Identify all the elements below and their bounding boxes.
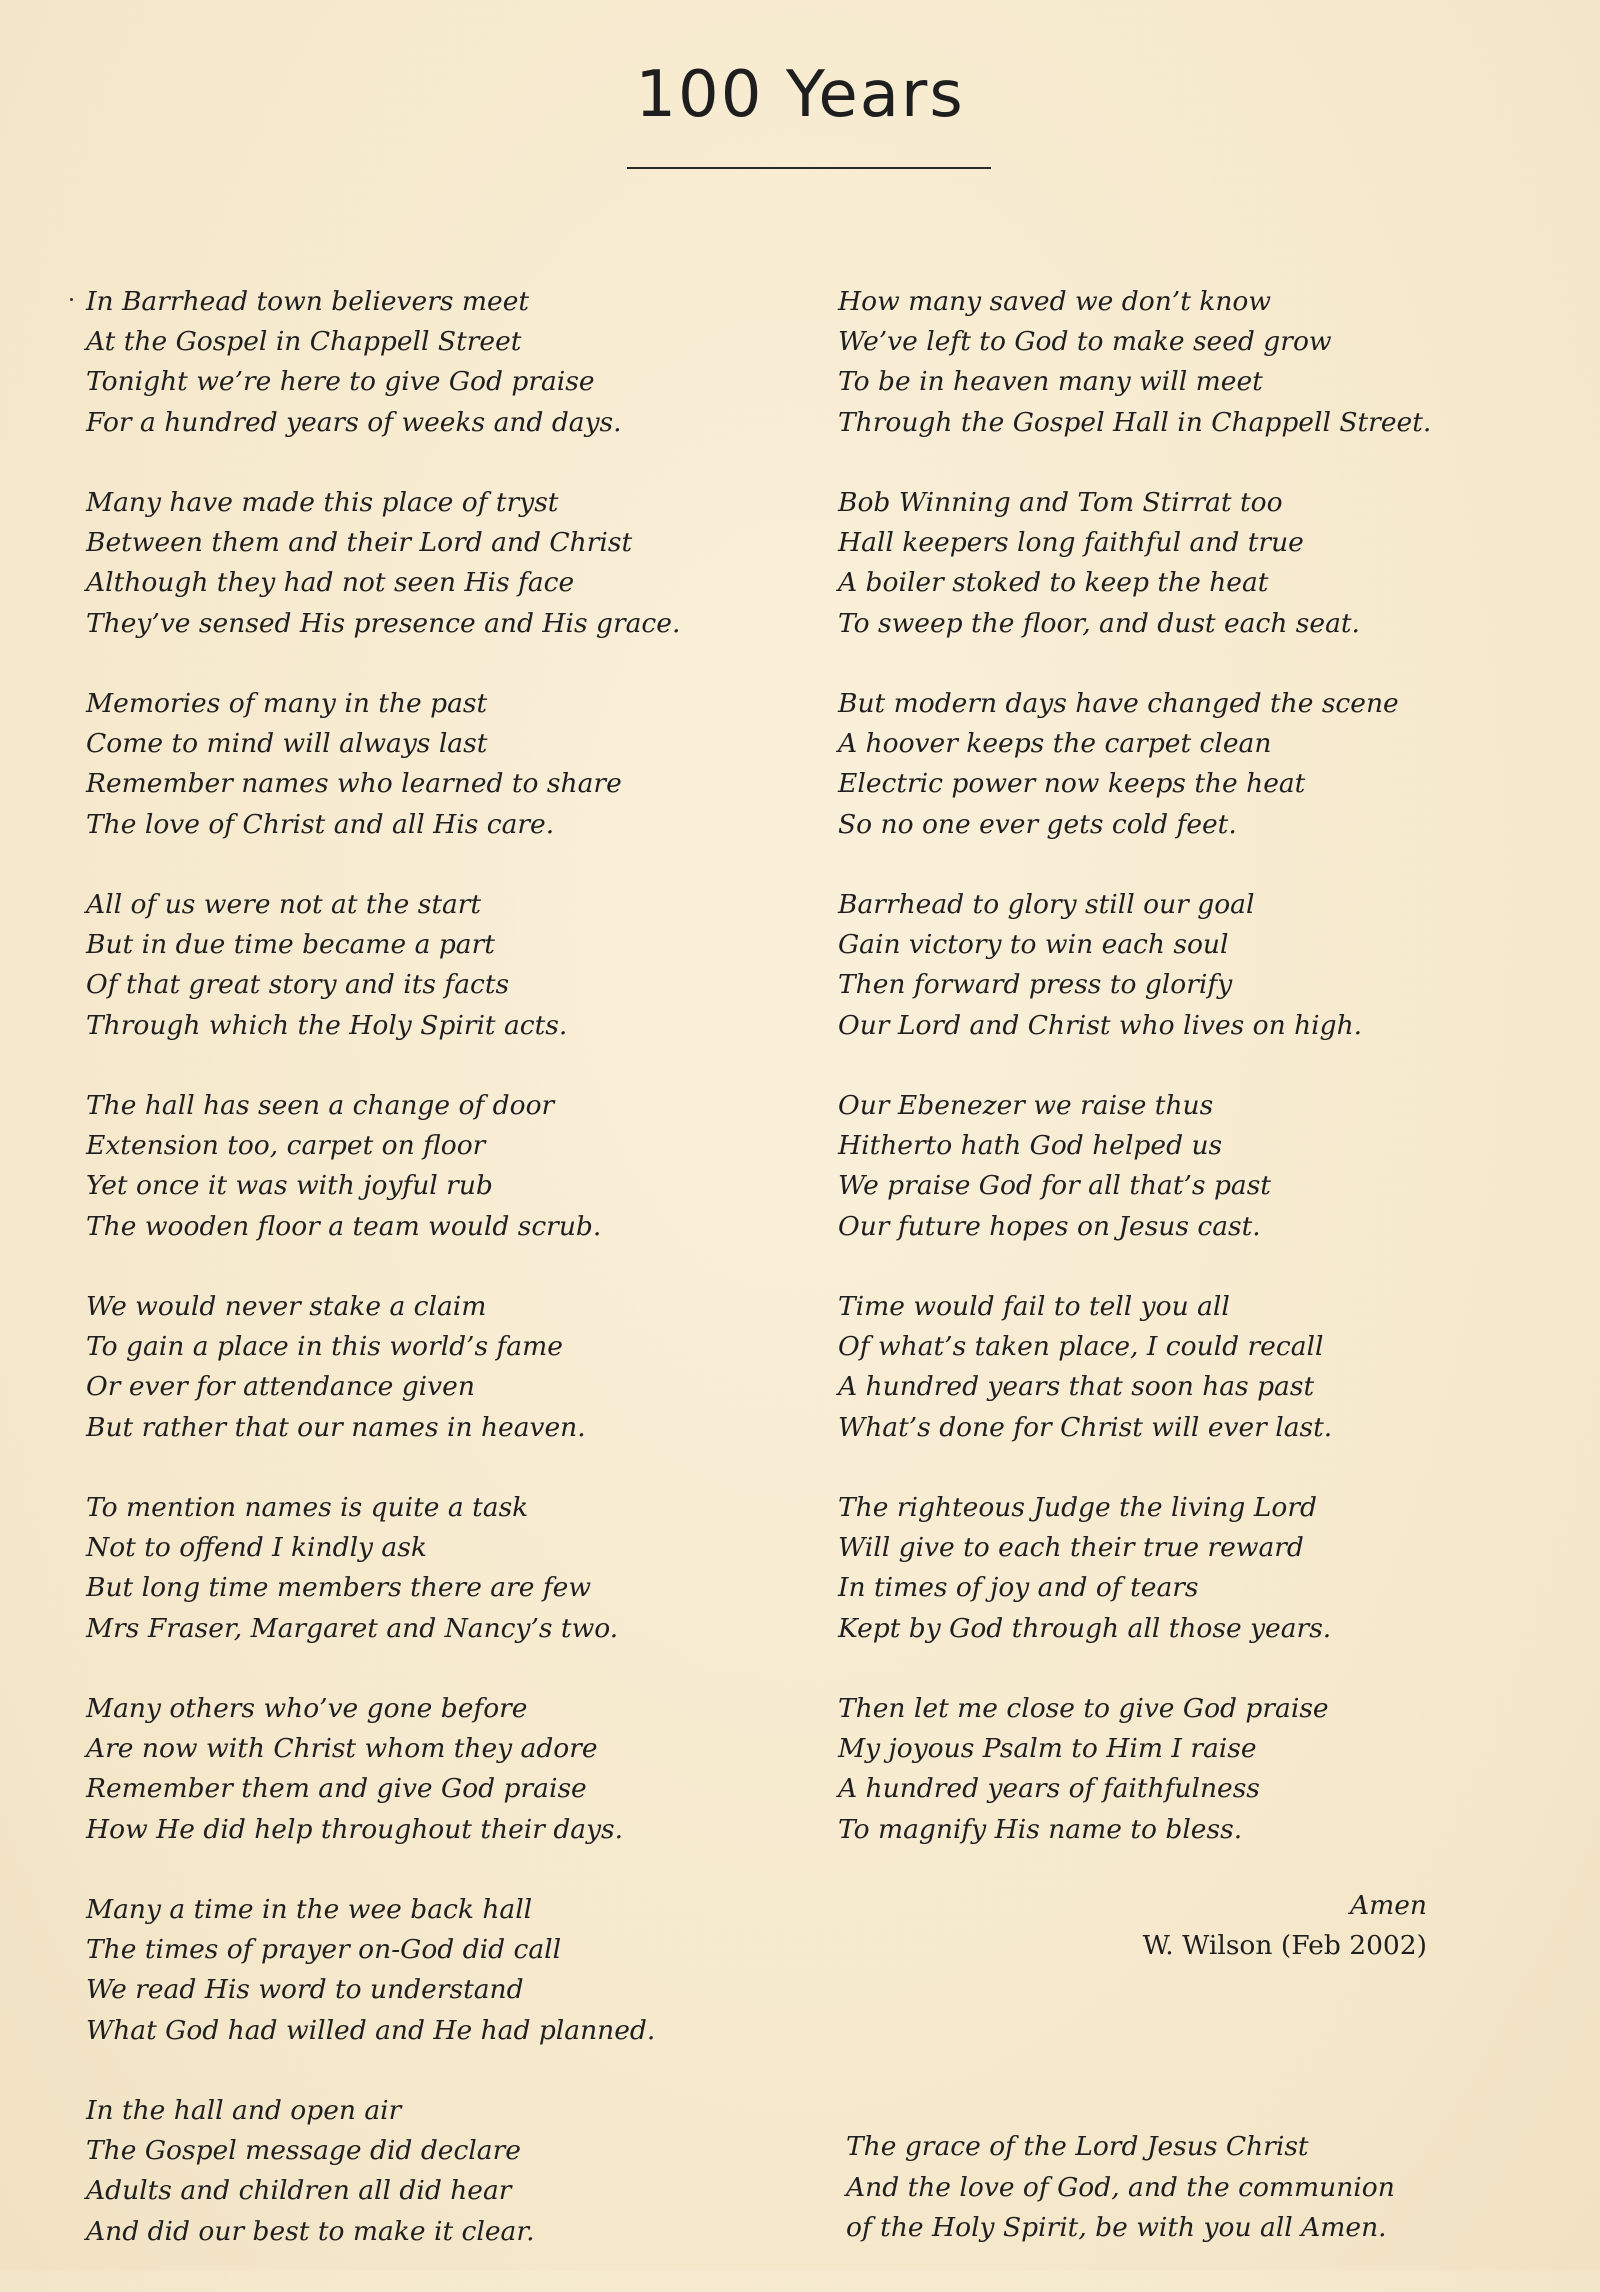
- poem-line: Our future hopes on Jesus cast.: [838, 1210, 1261, 1242]
- poem-line: Many have made this place of tryst: [86, 487, 559, 518]
- poem-line: How He did help throughout their days.: [86, 1813, 624, 1845]
- stanza: [838, 1488, 1438, 1649]
- author-credit: W. Wilson (Feb 2002): [1142, 1930, 1427, 1961]
- poem-line: Hitherto hath God helped us: [838, 1130, 1223, 1162]
- poem-line: Not to offend I kindly ask: [86, 1532, 427, 1564]
- stanza: [86, 1086, 776, 1247]
- poem-line: How many saved we don’t know: [838, 286, 1272, 317]
- poem-line: Many a time in the wee back hall: [86, 1894, 533, 1925]
- poem-line: Tonight we’re here to give God praise: [86, 366, 595, 398]
- poem-line: We’ve left to God to make seed grow: [838, 326, 1332, 358]
- stanza: [838, 1287, 1438, 1448]
- left-column: [86, 282, 776, 2292]
- poem-line: Our Ebenezer we raise thus: [838, 1090, 1214, 1121]
- signature: [1143, 1886, 1427, 1966]
- poem-line: And did our best to make it clear.: [86, 2215, 535, 2247]
- poem-line: What’s done for Christ will ever last.: [838, 1411, 1333, 1443]
- poem-line: Then forward press to glorify: [838, 969, 1233, 1001]
- poem-line: What God had willed and He had planned.: [86, 2014, 656, 2046]
- right-column: [838, 282, 1438, 1890]
- title-underline: [627, 167, 991, 169]
- poem-line: Barrhead to glory still our goal: [838, 889, 1255, 920]
- poem-line: A boiler stoked to keep the heat: [838, 567, 1269, 599]
- poem-line: Remember names who learned to share: [86, 768, 622, 800]
- poem-line: To magnify His name to bless.: [838, 1813, 1243, 1845]
- poem-line: Of that great story and its facts: [86, 969, 510, 1001]
- poem-line: To gain a place in this world’s fame: [86, 1331, 563, 1363]
- poem-line: In Barrhead town believers meet: [86, 286, 530, 317]
- poem-line: Hall keepers long faithful and true: [838, 527, 1304, 559]
- poem-line: Gain victory to win each soul: [838, 929, 1229, 961]
- stanza: [838, 282, 1438, 443]
- closing-blessing: [846, 2127, 1395, 2249]
- poem-line: But modern days have changed the scene: [838, 688, 1399, 719]
- poem-line: So no one ever gets cold feet.: [838, 808, 1237, 840]
- stanza: [86, 483, 776, 644]
- poem-line: We praise God for all that’s past: [838, 1170, 1271, 1202]
- poem-line: Kept by God through all those years.: [838, 1612, 1332, 1644]
- poem-line: At the Gospel in Chappell Street: [86, 326, 522, 358]
- poem-line: The Gospel message did declare: [86, 2135, 521, 2167]
- poem-line: Between them and their Lord and Christ: [86, 527, 633, 559]
- poem-line: Many others who’ve gone before: [86, 1693, 528, 1724]
- poem-line: We read His word to understand: [86, 1974, 524, 2006]
- poem-line: A hundred years of faithfulness: [838, 1773, 1260, 1805]
- stanza: [86, 885, 776, 1046]
- stanza: [86, 1488, 776, 1649]
- poem-line: But in due time became a part: [86, 929, 495, 961]
- poem-line: All of us were not at the start: [86, 889, 482, 920]
- poem-line: To mention names is quite a task: [86, 1492, 529, 1523]
- stanza: [838, 885, 1438, 1046]
- stanza: [838, 1086, 1438, 1247]
- poem-line: Extension too, carpet on floor: [86, 1130, 486, 1162]
- poem-line: Bob Winning and Tom Stirrat too: [838, 487, 1283, 518]
- poem-line: For a hundred years of weeks and days.: [86, 406, 622, 438]
- poem-line: My joyous Psalm to Him I raise: [838, 1733, 1257, 1765]
- poem-line: The hall has seen a change of door: [86, 1090, 555, 1121]
- poem-line: A hundred years that soon has past: [838, 1371, 1315, 1403]
- poem-line: In times of joy and of tears: [838, 1572, 1199, 1604]
- poem-line: Or ever for attendance given: [86, 1371, 475, 1403]
- poem-line: But rather that our names in heaven.: [86, 1411, 586, 1443]
- poem-line: Yet once it was with joyful rub: [86, 1170, 493, 1202]
- stray-mark: [70, 298, 73, 301]
- poem-line: To be in heaven many will meet: [838, 366, 1263, 398]
- poem-line: Electric power now keeps the heat: [838, 768, 1306, 800]
- poem-line: Then let me close to give God praise: [838, 1693, 1329, 1724]
- stanza: [86, 2091, 776, 2252]
- stanza: [86, 282, 776, 443]
- blessing-line: The grace of the Lord Jesus Christ: [846, 2131, 1309, 2162]
- poem-line: They’ve sensed His presence and His grace.: [86, 607, 681, 639]
- poem-line: A hoover keeps the carpet clean: [838, 728, 1272, 760]
- poem-line: We would never stake a claim: [86, 1291, 487, 1322]
- poem-line: Come to mind will always last: [86, 728, 488, 760]
- stanza: [86, 1689, 776, 1850]
- blessing-line: of the Holy Spirit, be with you all Amen.: [846, 2212, 1387, 2243]
- poem-line: Although they had not seen His face: [86, 567, 575, 599]
- poem-line: Mrs Fraser, Margaret and Nancy’s two.: [86, 1612, 619, 1644]
- poem-line: Through the Gospel Hall in Chappell Street.: [838, 406, 1432, 438]
- poem-line: The wooden floor a team would scrub.: [86, 1210, 602, 1242]
- poem-line: Of what’s taken place, I could recall: [838, 1331, 1324, 1363]
- poem-line: The love of Christ and all His care.: [86, 808, 555, 840]
- poem-line: Our Lord and Christ who lives on high.: [838, 1009, 1363, 1041]
- poem-line: Through which the Holy Spirit acts.: [86, 1009, 568, 1041]
- poem-line: Will give to each their true reward: [838, 1532, 1304, 1564]
- poem-line: Are now with Christ whom they adore: [86, 1733, 598, 1765]
- poem-line: The times of prayer on-God did call: [86, 1934, 562, 1966]
- poem-line: Memories of many in the past: [86, 688, 488, 719]
- stanza: [86, 1890, 776, 2051]
- stanza: [86, 684, 776, 845]
- poem-line: But long time members there are few: [86, 1572, 592, 1604]
- stanza: [838, 483, 1438, 644]
- page-title: 100 Years: [635, 58, 965, 132]
- stanza: [86, 1287, 776, 1448]
- poem-line: Remember them and give God praise: [86, 1773, 587, 1805]
- poem-line: The righteous Judge the living Lord: [838, 1492, 1317, 1523]
- amen-text: Amen: [1349, 1890, 1427, 1921]
- stanza: [838, 684, 1438, 845]
- poem-line: Time would fail to tell you all: [838, 1291, 1230, 1322]
- poem-line: In the hall and open air: [86, 2095, 402, 2126]
- stanza: [838, 1689, 1438, 1850]
- blessing-line: And the love of God, and the communion: [846, 2171, 1395, 2203]
- poem-line: To sweep the floor, and dust each seat.: [838, 607, 1360, 639]
- poem-line: Adults and children all did hear: [86, 2175, 512, 2207]
